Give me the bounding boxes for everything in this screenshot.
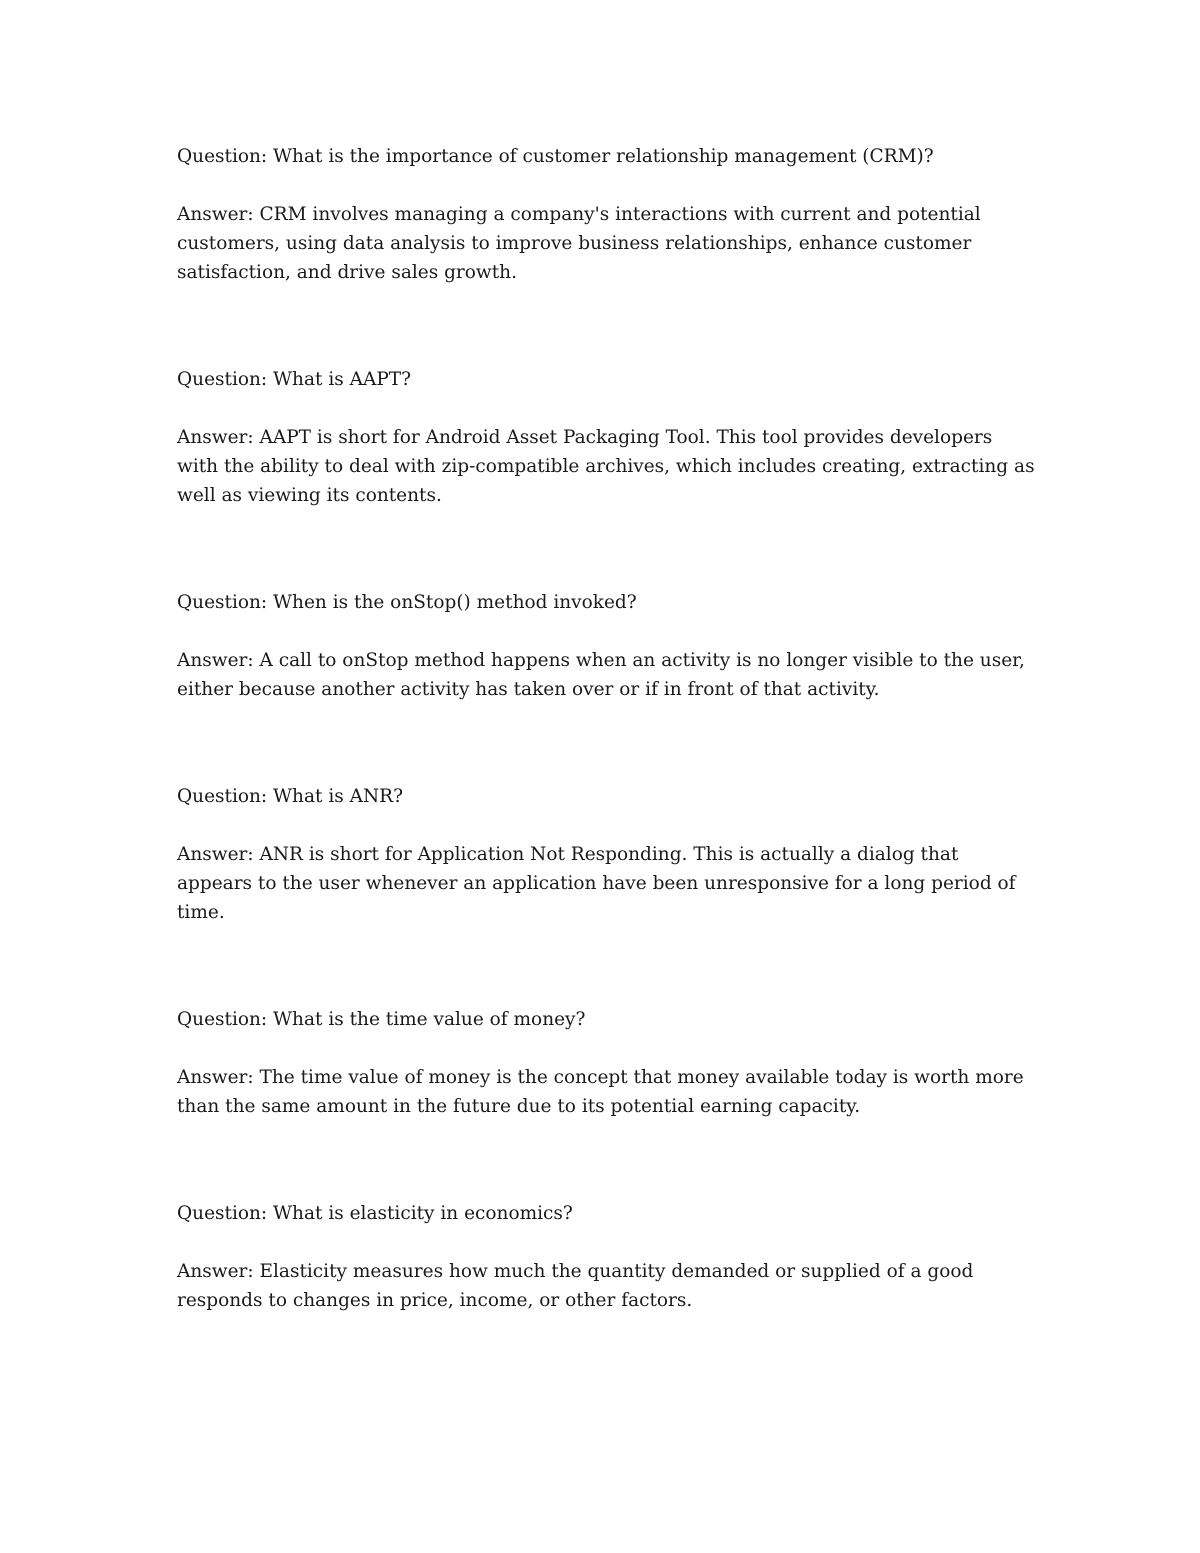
- answer-text: Answer: AAPT is short for Android Asset Packaging Tool. This tool provides developers with the ability to deal with zip-compatible archives, which includes creating, extracting as well as viewing its contents.: [177, 427, 1035, 506]
- answer-text: Answer: ANR is short for Application Not Responding. This is actually a dialog that appears to the user whenever an application have been unresponsive for a long period of time.: [177, 844, 1016, 923]
- answer-text: Answer: Elasticity measures how much the quantity demanded or supplied of a good responds to changes in price, income, or other factors.: [177, 1261, 974, 1311]
- answer-text: Answer: The time value of money is the concept that money available today is worth more than the same amount in the future due to its potential earning capacity.: [177, 1067, 1024, 1117]
- qa-item-crm: [177, 142, 1037, 287]
- question-text: Question: What is elasticity in economics?: [177, 1203, 573, 1224]
- qa-item-time-value-of-money: [177, 1005, 1037, 1121]
- qa-item-anr: [177, 782, 1037, 927]
- question-text: Question: What is the time value of money?: [177, 1009, 586, 1030]
- question-text: Question: What is the importance of customer relationship management (CRM)?: [177, 146, 934, 167]
- qa-item-aapt: [177, 365, 1037, 510]
- answer-text: Answer: CRM involves managing a company's interactions with current and potential customers, using data analysis to improve business relationships, enhance customer satisfaction, and drive sales growth.: [177, 204, 981, 283]
- qa-item-elasticity: [177, 1199, 1037, 1315]
- question-text: Question: What is AAPT?: [177, 369, 412, 390]
- qa-item-onstop: [177, 588, 1037, 704]
- answer-text: Answer: A call to onStop method happens when an activity is no longer visible to the user, either because another activity has taken over or if in front of that activity.: [177, 650, 1025, 700]
- question-text: Question: What is ANR?: [177, 786, 404, 807]
- question-text: Question: When is the onStop() method invoked?: [177, 592, 637, 613]
- qa-list: [177, 142, 1037, 1315]
